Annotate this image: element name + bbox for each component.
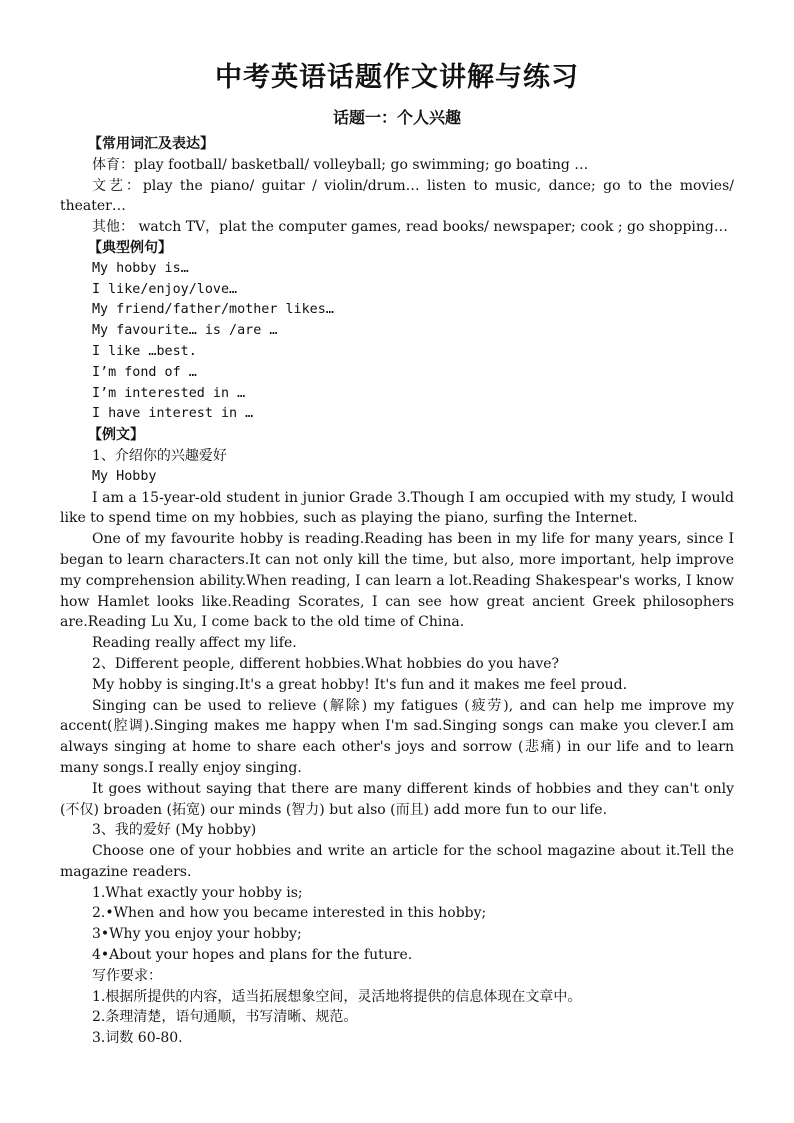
example3-point: 1.What exactly your hobby is; bbox=[92, 884, 303, 901]
example3-point: 3•Why you enjoy your hobby; bbox=[92, 926, 302, 943]
example1-title: 1、介绍你的兴趣爱好 bbox=[92, 447, 227, 464]
page-subtitle: 话题一：个人兴趣 bbox=[332, 108, 461, 127]
sentence-item: I have interest in … bbox=[92, 406, 254, 422]
sentence-item: I’m fond of … bbox=[92, 364, 197, 380]
example3-title: 3、我的爱好 (My hobby) bbox=[92, 822, 257, 839]
example1-name: My Hobby bbox=[92, 468, 157, 484]
example1-paragraph: I am a 15-year-old student in junior Grade 3.Though I am occupied with my study, I would like to spend time on my hobbies, such as playing the piano, surfing the Internet. bbox=[60, 489, 734, 527]
example3-point: 4•About your hopes and plans for the future. bbox=[92, 947, 413, 964]
example2-paragraph: It goes without saying that there are many different kinds of hobbies and they can't only (不仅) broaden (拓宽) our minds (智力) but also (而且) add more fun to our life. bbox=[60, 780, 734, 818]
sentence-item: I like/enjoy/love… bbox=[92, 281, 238, 297]
example2-paragraph: My hobby is singing.It's a great hobby! It's fun and it makes me feel proud. bbox=[92, 676, 628, 693]
sentence-item: My friend/father/mother likes… bbox=[92, 302, 334, 318]
requirement-item: 3.词数 60-80. bbox=[92, 1030, 183, 1047]
sentence-item: My favourite… is /are … bbox=[92, 323, 278, 339]
example2-title: 2、Different people, different hobbies.What hobbies do you have? bbox=[92, 655, 560, 672]
requirement-item: 2.条理清楚，语句通顺，书写清晰、规范。 bbox=[92, 1009, 358, 1026]
example1-paragraph: Reading really affect my life. bbox=[92, 635, 297, 652]
document-page bbox=[60, 58, 734, 1049]
requirement-item: 1.根据所提供的内容，适当拓展想象空间，灵活地将提供的信息体现在文章中。 bbox=[92, 988, 582, 1005]
vocab-other: 其他： watch TV，plat the computer games, read books/ newspaper; cook ; go shopping… bbox=[92, 219, 728, 236]
requirements-heading: 写作要求： bbox=[92, 967, 162, 984]
sentences-heading: 【典型例句】 bbox=[88, 239, 172, 256]
sentence-item: I’m interested in … bbox=[92, 385, 246, 401]
vocab-sports: 体育：play football/ basketball/ volleyball; go swimming; go boating … bbox=[92, 156, 589, 173]
example1-paragraph: One of my favourite hobby is reading.Reading has been in my life for many years, since I began to learn characters.It can not only kill the time, but also, more important, help improve my comprehension ability.When reading, I can learn a lot.Reading Shakespear's works, I know how Hamlet looks like.Reading Scorates, I can see how great ancient Greek philosophers are.Reading Lu Xu, I come back to the old time of China. bbox=[60, 531, 734, 631]
example3-prompt: Choose one of your hobbies and write an article for the school magazine about it.Tell the magazine readers. bbox=[60, 843, 734, 880]
sentence-item: My hobby is… bbox=[92, 260, 189, 276]
sentence-item: I like …best. bbox=[92, 343, 197, 359]
page-title: 中考英语话题作文讲解与练习 bbox=[215, 62, 579, 93]
examples-heading: 【例文】 bbox=[88, 427, 144, 444]
vocab-arts: 文艺：play the piano/ guitar / violin/drum… listen to music, dance; go to the movies/ theater… bbox=[60, 177, 734, 215]
example3-point: 2.•When and how you became interested in this hobby; bbox=[92, 905, 487, 922]
vocab-heading: 【常用词汇及表达】 bbox=[88, 136, 214, 152]
example2-paragraph: Singing can be used to relieve (解除) my fatigues (疲劳), and can help me improve my accent(腔调).Singing makes me happy when I'm sad.Singing songs can make you clever.I am always singing at home to share each other's joys and sorrow (悲痛) in our life and to learn many songs.I really enjoy singing. bbox=[60, 697, 734, 776]
